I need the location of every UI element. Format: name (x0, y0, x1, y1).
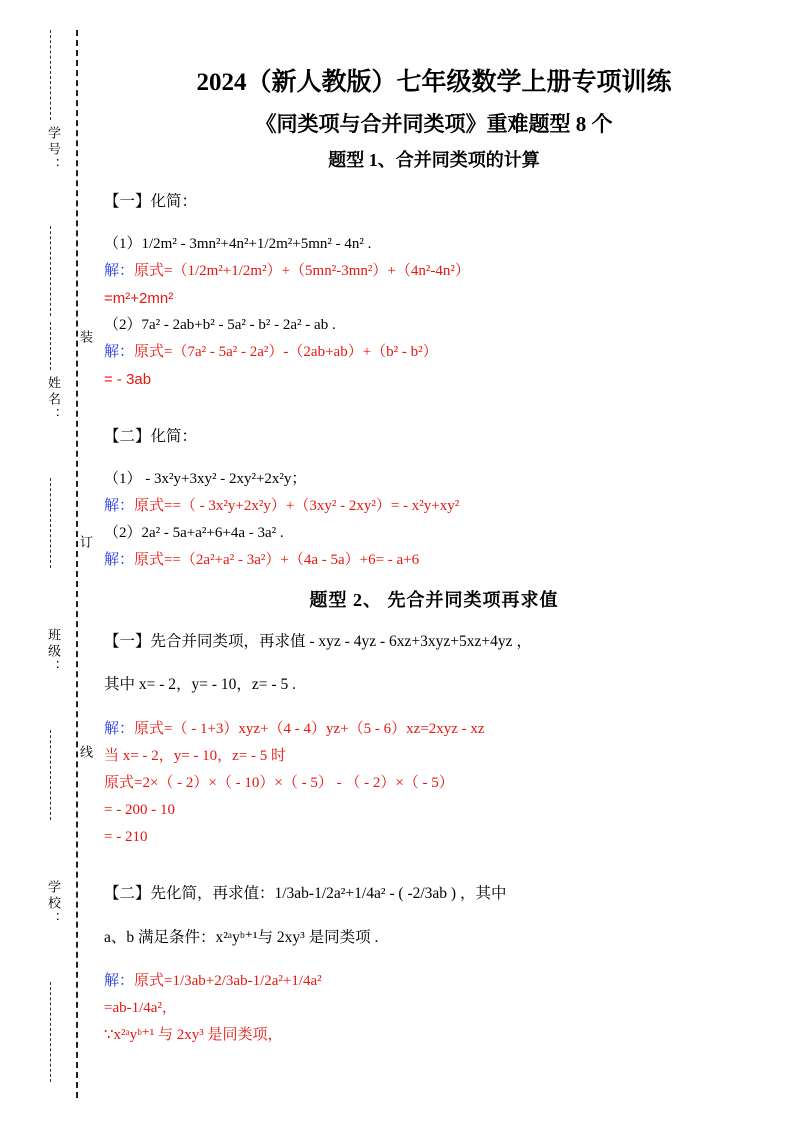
answer-line-1b-2-0: 原式==（2a²+a² - 3a²）+（4a - 5a）+6= - a+6 (134, 552, 420, 568)
document-body (104, 62, 764, 1049)
margin-dash (50, 322, 51, 370)
answer-line-1a-1-0: 原式=（1/2m²+1/2m²）+（5mn²-3mn²）+（4n²-4n²） (134, 263, 470, 279)
margin-label-class: 班级： (46, 628, 61, 676)
question-1a-1: （1）1/2m² - 3mn²+4n²+1/2m²+5mn² - 4n² . (104, 236, 372, 252)
answer-line-2a-3: = - 200 - 10 (104, 801, 175, 818)
margin-dash (50, 226, 51, 316)
section-heading-2: 题型 2、 先合并同类项再求值 (309, 590, 559, 610)
spacer (104, 574, 764, 582)
answer-line-2a-1: 当 x= - 2，y= - 10，z= - 5 时 (104, 747, 287, 764)
answer-label-1b-2: 解： (104, 552, 135, 568)
answer-line-2a-4: = - 210 (104, 828, 148, 845)
answer-line-2a-0: 原式=（ - 1+3）xyz+（4 - 4）yz+（5 - 6）xz=2xyz - xz (134, 720, 485, 737)
margin-label-name: 姓名： (46, 376, 61, 424)
answer-label-2b: 解： (104, 973, 135, 989)
question-1b-1: （1） - 3x²y+3xy² - 2xy²+2x²y； (104, 471, 307, 487)
exercise-prompt-2a: 【一】先合并同类项，再求值 - xyz - 4yz - 6xz+3xyz+5xz+4yz ， (104, 632, 532, 650)
exercise-prompt-1b: 【二】化简： (104, 427, 198, 445)
binding-word-zhuang: 装 (78, 330, 93, 343)
answer-line-2b-0: 原式=1/3ab+2/3ab-1/2a²+1/4a² (134, 973, 322, 989)
exercise-prompt-1a: 【一】化简： (104, 192, 198, 210)
margin-dash (50, 730, 51, 820)
spacer (104, 393, 764, 407)
exercise-prompt-2a-cont: 其中 x= - 2，y= - 10，z= - 5 . (104, 676, 296, 693)
answer-line-1b-1-0: 原式==（ - 3x²y+2x²y）+（3xy² - 2xy²）= - x²y+xy² (134, 498, 460, 514)
spacer (104, 851, 764, 865)
section-heading-1: 题型 1、合并同类项的计算 (328, 150, 540, 170)
margin-dash (50, 30, 51, 120)
answer-line-2a-2: 原式=2×（ - 2）×（ - 10）×（ - 5） - （ - 2）×（ - 5） (104, 774, 454, 791)
margin-label-school: 学校： (46, 880, 61, 928)
binding-dashed-line (76, 30, 78, 1098)
answer-line-2b-2: ∵x²ᵃyᵇ⁺¹ 与 2xy³ 是同类项， (104, 1027, 283, 1043)
question-1a-2: （2）7a² - 2ab+b² - 5a² - b² - 2a² - ab . (104, 317, 336, 333)
answer-label-2a: 解： (104, 720, 135, 737)
answer-line-1a-2-1: = - 3ab (104, 371, 152, 388)
page-subtitle: 《同类项与合并同类项》重难题型 8 个 (255, 112, 613, 136)
margin-dash (50, 982, 51, 1082)
binding-word-xian: 线 (78, 745, 93, 758)
margin-sidebar (20, 30, 93, 1098)
margin-dash (50, 478, 51, 568)
answer-line-1a-2-0: 原式=（7a² - 5a² - 2a²）-（2ab+ab）+（b² - b²） (134, 344, 438, 360)
answer-line-1a-1-1: =m²+2mn² (104, 290, 174, 307)
binding-word-ding: 订 (78, 535, 93, 548)
margin-label-student-id: 学号： (46, 126, 61, 174)
answer-label-1a-2: 解： (104, 344, 135, 360)
question-1b-2: （2）2a² - 5a+a²+6+4a - 3a² . (104, 525, 284, 541)
answer-line-2b-1: =ab-1/4a²， (104, 1000, 177, 1016)
answer-label-1b-1: 解： (104, 498, 135, 514)
answer-label-1a-1: 解： (104, 263, 135, 279)
exercise-prompt-2b: 【二】先化简，再求值：1/3ab-1/2a²+1/4a² - ( -2/3ab ) ，其中 (104, 885, 507, 902)
page-title: 2024（新人教版）七年级数学上册专项训练 (196, 69, 672, 96)
exercise-prompt-2b-cont: a、b 满足条件：x²ᵃyᵇ⁺¹与 2xy³ 是同类项 . (104, 928, 379, 946)
